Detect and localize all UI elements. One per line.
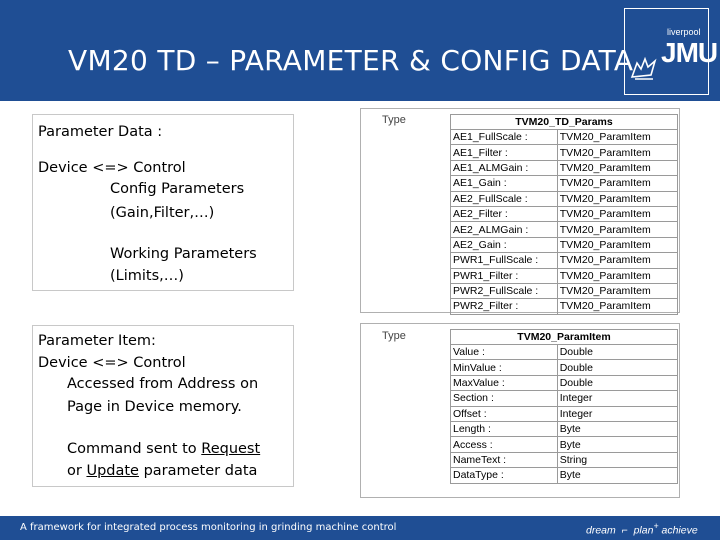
update-link: Update [86, 463, 139, 479]
field-name-cell: PWR2_Filter : [451, 299, 558, 314]
field-name-cell: AE2_ALMGain : [451, 222, 558, 237]
box-text: parameter data [138, 463, 258, 479]
field-type-cell: TVM20_ParamItem [557, 160, 677, 175]
table-row [451, 130, 678, 145]
table-row [451, 437, 678, 452]
type-label: Type [382, 330, 406, 342]
field-type-cell: TVM20_ParamItem [557, 191, 677, 206]
request-link: Request [201, 441, 261, 457]
field-type-cell: TVM20_ParamItem [557, 268, 677, 283]
field-type-cell: Double [557, 345, 677, 360]
parameter-item-box [32, 325, 294, 487]
field-name-cell: NameText : [451, 452, 558, 467]
table-row [451, 253, 678, 268]
field-name-cell: AE1_ALMGain : [451, 160, 558, 175]
field-name-cell: AE2_Filter : [451, 206, 558, 221]
field-type-cell: TVM20_ParamItem [557, 222, 677, 237]
box-text: or [67, 463, 87, 479]
plus-icon: + [653, 521, 659, 531]
footer-bar [0, 516, 720, 540]
box-line: (Limits,…) [110, 268, 184, 284]
field-name-cell: PWR1_FullScale : [451, 253, 558, 268]
parameter-data-box [32, 114, 294, 291]
field-name-cell: Length : [451, 421, 558, 436]
achieve-logo: achieve [661, 524, 698, 537]
field-type-cell: TVM20_ParamItem [557, 253, 677, 268]
logo-text: JMU [661, 37, 718, 68]
box-line: Device <=> Control [38, 160, 186, 176]
table-row [451, 283, 678, 298]
box-line: Page in Device memory. [67, 399, 242, 415]
field-name-cell: DataType : [451, 468, 558, 483]
field-name-cell: Access : [451, 437, 558, 452]
box-line [67, 441, 260, 457]
field-name-cell: MinValue : [451, 360, 558, 375]
table-row [451, 206, 678, 221]
field-name-cell: AE2_Gain : [451, 237, 558, 252]
field-name-cell: Value : [451, 345, 558, 360]
field-type-cell: TVM20_ParamItem [557, 145, 677, 160]
table-row [451, 299, 678, 314]
field-name-cell: PWR2_FullScale : [451, 283, 558, 298]
table-row [451, 222, 678, 237]
type-label: Type [382, 114, 406, 126]
plan-logo: plan [633, 524, 654, 537]
field-type-cell: Integer [557, 391, 677, 406]
box-text: Command sent to [67, 441, 202, 457]
field-type-cell: String [557, 452, 677, 467]
arrow-icon: ⌐ [618, 524, 631, 537]
footer-logos [586, 521, 698, 537]
field-type-cell: Byte [557, 468, 677, 483]
table-row [451, 160, 678, 175]
paramitem-type-sheet [360, 323, 680, 498]
slide-title: VM20 TD – PARAMETER & CONFIG DATA [68, 44, 634, 77]
paramitem-table [450, 329, 678, 484]
table-row [451, 360, 678, 375]
field-type-cell: Double [557, 360, 677, 375]
table-header: TVM20_ParamItem [451, 330, 678, 345]
field-name-cell: PWR1_Filter : [451, 268, 558, 283]
field-name-cell: AE1_Gain : [451, 176, 558, 191]
table-row [451, 176, 678, 191]
field-type-cell: Integer [557, 406, 677, 421]
table-row [451, 145, 678, 160]
field-type-cell: TVM20_ParamItem [557, 176, 677, 191]
box-line [67, 463, 257, 479]
params-table [450, 114, 678, 315]
field-type-cell: TVM20_ParamItem [557, 237, 677, 252]
table-row [451, 421, 678, 436]
footer-text: A framework for integrated process monitoring in grinding machine control [20, 522, 397, 533]
table-row [451, 391, 678, 406]
field-type-cell: TVM20_ParamItem [557, 283, 677, 298]
university-logo [624, 8, 718, 95]
field-name-cell: Section : [451, 391, 558, 406]
field-name-cell: Offset : [451, 406, 558, 421]
logo-subtext: liverpool [667, 27, 701, 37]
header-bar [0, 0, 720, 101]
table-row [451, 468, 678, 483]
field-name-cell: AE1_Filter : [451, 145, 558, 160]
field-name-cell: MaxValue : [451, 375, 558, 390]
field-type-cell: TVM20_ParamItem [557, 130, 677, 145]
table-row [451, 375, 678, 390]
field-type-cell: Byte [557, 421, 677, 436]
field-name-cell: AE1_FullScale : [451, 130, 558, 145]
table-row [451, 406, 678, 421]
field-type-cell: Byte [557, 437, 677, 452]
liver-bird-icon [629, 53, 659, 83]
dream-logo: dream [586, 524, 616, 537]
box-heading: Parameter Item: [38, 333, 156, 349]
box-heading: Parameter Data : [38, 124, 163, 140]
params-type-sheet [360, 108, 680, 313]
table-row [451, 452, 678, 467]
table-row [451, 268, 678, 283]
table-row [451, 345, 678, 360]
box-line: Config Parameters [110, 181, 245, 197]
field-name-cell: AE2_FullScale : [451, 191, 558, 206]
table-row [451, 237, 678, 252]
table-row [451, 191, 678, 206]
box-line: (Gain,Filter,…) [110, 205, 215, 221]
field-type-cell: Double [557, 375, 677, 390]
box-line: Working Parameters [110, 246, 257, 262]
field-type-cell: TVM20_ParamItem [557, 299, 677, 314]
box-line: Accessed from Address on [67, 376, 259, 392]
field-type-cell: TVM20_ParamItem [557, 206, 677, 221]
table-header: TVM20_TD_Params [451, 115, 678, 130]
box-line: Device <=> Control [38, 355, 186, 371]
